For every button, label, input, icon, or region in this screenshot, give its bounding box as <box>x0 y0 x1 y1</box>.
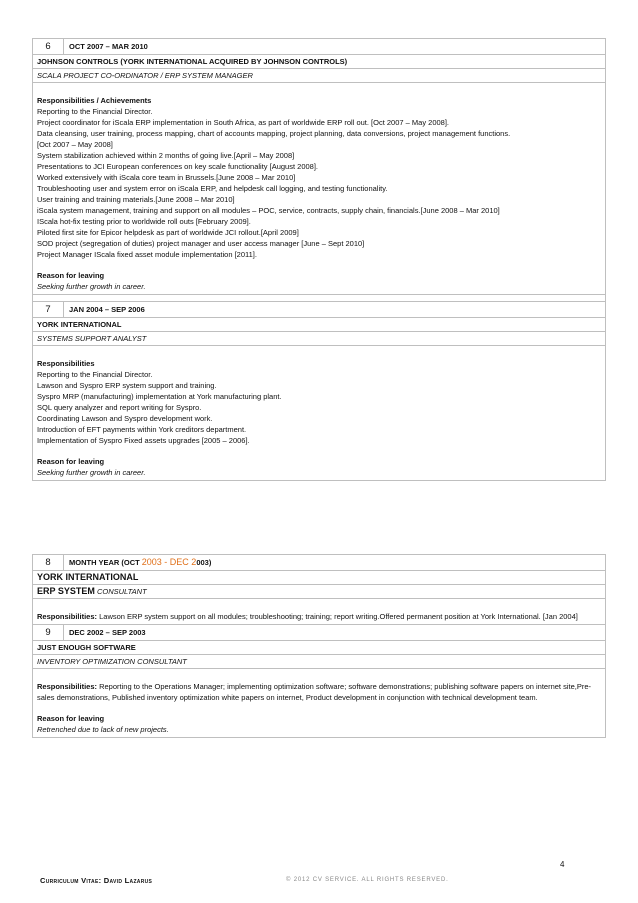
responsibility-line: Worked extensively with iScala core team in Brussels.[June 2008 – Mar 2010] <box>37 173 296 182</box>
entry-number: 9 <box>33 625 64 640</box>
responsibilities-list <box>37 106 601 260</box>
entry-period: OCT 2007 – MAR 2010 <box>69 42 148 51</box>
responsibility-line: Project Manager IScala fixed asset module implementation [2011]. <box>37 250 257 259</box>
responsibility-line: Piloted first site for Epicor helpdesk as part of worldwide JCI rollout.[April 2009] <box>37 228 299 237</box>
entry-8-body <box>33 599 605 625</box>
responsibility-line: User training and training materials.[June 2008 – Mar 2010] <box>37 195 235 204</box>
reason-text: Seeking further growth in career. <box>37 282 146 291</box>
responsibility-line: Reporting to the Financial Director. <box>37 107 153 116</box>
responsibility-line: SQL query analyzer and report writing for Syspro. <box>37 403 202 412</box>
entry-period: DEC 2002 – SEP 2003 <box>69 628 146 637</box>
entry-number: 7 <box>33 302 64 317</box>
responsibility-line: Introduction of EFT payments within York creditors department. <box>37 425 247 434</box>
responsibility-line: IScala hot-fix testing prior to worldwide roll outs [February 2009]. <box>37 217 251 226</box>
responsibilities-text: Responsibilities: Lawson ERP system support on all modules; troubleshooting; training; report writing.Offered permanent position at York International. [Jan 2004] <box>37 612 578 621</box>
entry-number: 6 <box>33 39 64 54</box>
responsibilities-label: Responsibilities / Achievements <box>37 96 152 105</box>
job-title: SYSTEMS SUPPORT ANALYST <box>33 332 605 346</box>
responsibilities-text: Responsibilities: Reporting to the Operations Manager; implementing optimization software; software demonstrations; publishing software papers on internet site,Pre-sales demonstrations, Published inventory optimization white papers on internet, Product development in conjunction with technical development team. <box>37 682 592 702</box>
reason-label: Reason for leaving <box>37 714 105 723</box>
job-title: INVENTORY OPTIMIZATION CONSULTANT <box>33 655 605 669</box>
entry-9-header <box>33 625 605 641</box>
responsibility-line: Reporting to the Financial Director. <box>37 370 153 379</box>
reason-text: Retrenched due to lack of new projects. <box>37 725 169 734</box>
entry-number: 8 <box>33 555 64 570</box>
footer-copyright: © 2012 CV SERVICE. ALL RIGHTS RESERVED. <box>286 877 449 883</box>
responsibility-line: Lawson and Syspro ERP system support and training. <box>37 381 217 390</box>
reason-text: Seeking further growth in career. <box>37 468 146 477</box>
entry-period: MONTH YEAR (OCT 2003 - DEC 2003) <box>69 557 212 567</box>
responsibility-line: System stabilization achieved within 2 months of going live.[April – May 2008] <box>37 151 295 160</box>
entry-7-header <box>33 302 605 318</box>
responsibility-line: Troubleshooting user and system error on iScala ERP, and helpdesk call logging, and testing functionality. <box>37 184 388 193</box>
reason-label: Reason for leaving <box>37 457 105 466</box>
responsibility-line: SOD project (segregation of duties) project manager and user access manager [June – Sept 2010] <box>37 239 365 248</box>
responsibility-line: Presentations to JCI European conferences on key scale functionality [August 2008]. <box>37 162 319 171</box>
responsibility-line: Coordinating Lawson and Syspro development work. <box>37 414 213 423</box>
job-title: SCALA PROJECT CO-ORDINATOR / ERP SYSTEM MANAGER <box>33 69 605 83</box>
responsibility-line: [Oct 2007 – May 2008] <box>37 140 113 149</box>
entry-6-header <box>33 39 605 55</box>
responsibilities-label: Responsibilities <box>37 359 95 368</box>
entry-6-block <box>32 38 606 481</box>
entry-8-block <box>32 554 606 738</box>
responsibility-line: Project coordinator for iScala ERP implementation in South Africa, as part of worldwide ERP roll out. [Oct 2007 – May 2008]. <box>37 118 450 127</box>
company-name: YORK INTERNATIONAL <box>33 571 605 585</box>
responsibility-line: iScala system management, training and support on all modules – POC, service, contracts, supply chain, financials.[June 2008 – Mar 2010] <box>37 206 500 215</box>
page-number: 4 <box>560 860 565 869</box>
entry-period: JAN 2004 – SEP 2006 <box>69 305 145 314</box>
reason-label: Reason for leaving <box>37 271 105 280</box>
job-title: ERP SYSTEM CONSULTANT <box>33 585 605 599</box>
company-name: JUST ENOUGH SOFTWARE <box>33 641 605 655</box>
responsibility-line: Syspro MRP (manufacturing) implementation at York manufacturing plant. <box>37 392 282 401</box>
company-name: JOHNSON CONTROLS (YORK INTERNATIONAL ACQUIRED BY JOHNSON CONTROLS) <box>33 55 605 69</box>
footer-cv-label: Curriculum Vitae: David Lazarus <box>40 876 153 885</box>
entry-8-header <box>33 555 605 571</box>
responsibility-line: Implementation of Syspro Fixed assets upgrades [2005 – 2006]. <box>37 436 250 445</box>
company-name: YORK INTERNATIONAL <box>33 318 605 332</box>
responsibilities-list <box>37 369 601 446</box>
entry-7-body <box>33 346 605 480</box>
responsibility-line: Data cleansing, user training, process mapping, chart of accounts mapping, project planning, data conversions, project management functions. <box>37 129 511 138</box>
entry-6-body <box>33 83 605 294</box>
entry-9-body <box>33 669 605 737</box>
